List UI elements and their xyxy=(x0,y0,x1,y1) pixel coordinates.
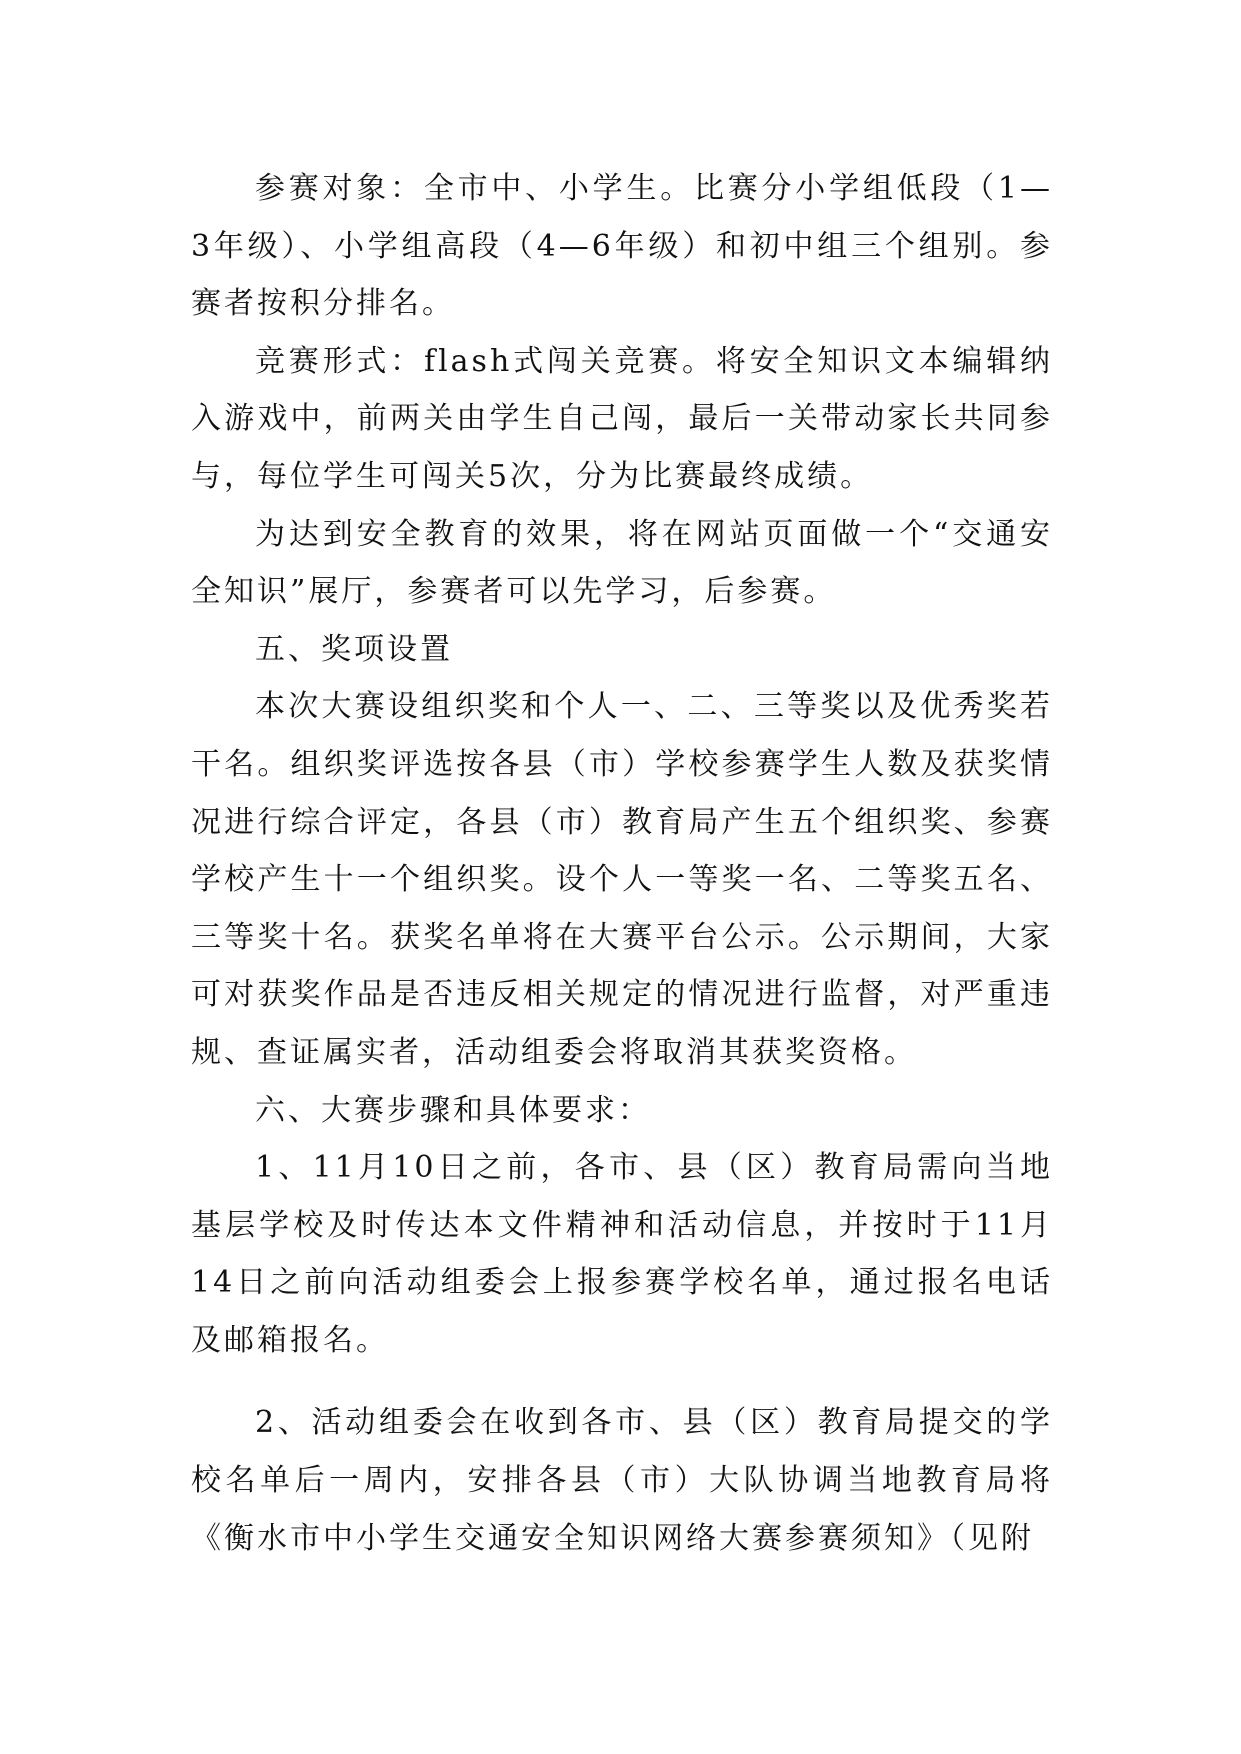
document-body xyxy=(191,160,1053,1567)
paragraph-participants: 参赛对象：全市中、小学生。比赛分小学组低段（1—3年级）、小学组高段（4—6年级）和初中组三个组别。参赛者按积分排名。 xyxy=(191,171,1053,322)
paragraph-exhibition-hall: 为达到安全教育的效果，将在网站页面做一个“交通安全知识”展厅，参赛者可以先学习，后参赛。 xyxy=(191,516,1053,610)
paragraph-step-1: 1、11月10日之前，各市、县（区）教育局需向当地基层学校及时传达本文件精神和活动信息，并按时于11月14日之前向活动组委会上报参赛学校名单，通过报名电话及邮箱报名。 xyxy=(191,1150,1053,1358)
heading-steps-requirements: 六、大赛步骤和具体要求： xyxy=(255,1092,651,1128)
paragraph-awards-detail: 本次大赛设组织奖和个人一、二、三等奖以及优秀奖若干名。组织奖评选按各县（市）学校参赛学生人数及获奖情况进行综合评定，各县（市）教育局产生五个组织奖、参赛学校产生十一个组织奖。设个人一等奖一名、二等奖五名、三等奖十名。获奖名单将在大赛平台公示。公示期间，大家可对获奖作品是否违反相关规定的情况进行监督，对严重违规、查证属实者，活动组委会将取消其获奖资格。 xyxy=(191,689,1053,1070)
heading-awards: 五、奖项设置 xyxy=(255,631,453,667)
paragraph-step-2: 2、活动组委会在收到各市、县（区）教育局提交的学校名单后一周内，安排各县（市）大队协调当地教育局将《衡水市中小学生交通安全知识网络大赛参赛须知》（见附 xyxy=(191,1405,1053,1556)
paragraph-competition-format: 竞赛形式：flash式闯关竞赛。将安全知识文本编辑纳入游戏中，前两关由学生自己闯，最后一关带动家长共同参与，每位学生可闯关5次，分为比赛最终成绩。 xyxy=(191,343,1053,494)
